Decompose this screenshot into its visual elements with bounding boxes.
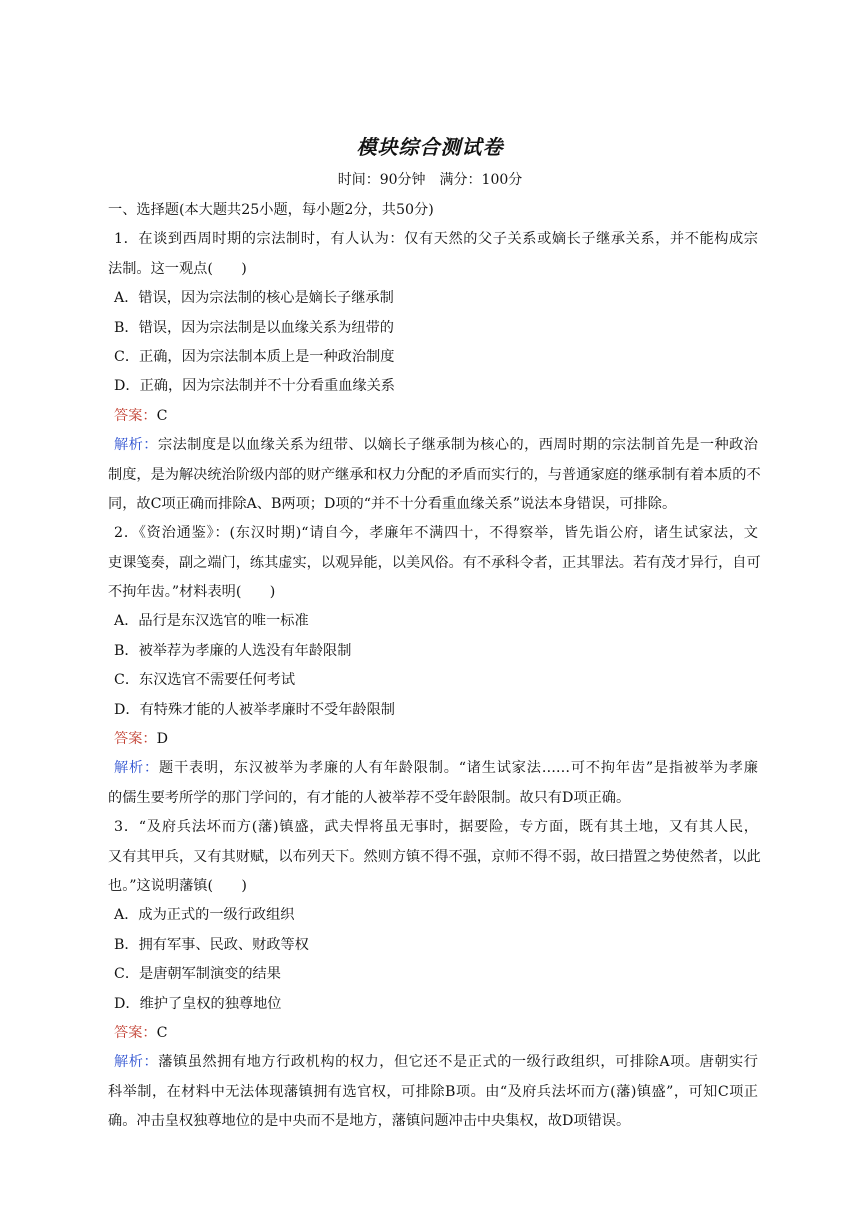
option-c: C．东汉选官不需要任何考试 xyxy=(114,672,296,689)
answer-label: 答案： xyxy=(114,407,157,424)
analysis-line: 确。冲击皇权独尊地位的是中央而不是地方，藩镇问题冲击中央集权，故D项错误。 xyxy=(108,1113,631,1130)
option-a: A．错误，因为宗法制的核心是嫡长子继承制 xyxy=(114,290,394,307)
answer xyxy=(108,402,758,431)
answer-value: C xyxy=(156,407,168,424)
analysis-line: 科举制，在材料中无法体现藩镇拥有选官权，可排除B项。由“及府兵法坏而方(藩)镇盛”，可知C项正 xyxy=(108,1083,758,1100)
question-stem-line: 吏课笺奏，副之端门，练其虚实，以观异能，以美风俗。有不承科令者，正其罪法。若有茂才异行，自可 xyxy=(108,554,761,571)
option-d: D．维护了皇权的独尊地位 xyxy=(114,995,282,1012)
option-b: B．被举荐为孝廉的人选没有年龄限制 xyxy=(114,642,352,659)
analysis-text: 藩镇虽然拥有地方行政机构的权力，但它还不是正式的一级行政组织，可排除A项。唐朝实行 xyxy=(158,1054,758,1071)
analysis-line: 制度，是为解决统治阶级内部的财产继承和权力分配的矛盾而实行的，与普通家庭的继承制有着本质的不 xyxy=(108,466,761,483)
option-c: C．正确，因为宗法制本质上是一种政治制度 xyxy=(114,348,395,365)
answer-label: 答案： xyxy=(114,731,157,748)
analysis xyxy=(108,754,758,783)
answer xyxy=(108,1019,758,1048)
analysis-line: 的儒生要考所学的那门学问的，有才能的人被举荐不受年龄限制。故只有D项正确。 xyxy=(108,789,631,806)
analysis-label: 解析： xyxy=(114,760,159,777)
analysis-text: 题干表明，东汉被举为孝廉的人有年龄限制。“诸生试家法……可不拘年齿”是指被举为孝廉 xyxy=(158,760,758,777)
answer-value: C xyxy=(156,1024,168,1041)
section-heading: 一、选择题(本大题共25小题，每小题2分，共50分) xyxy=(108,202,434,218)
analysis-text: 宗法制度是以血缘关系为纽带、以嫡长子继承制为核心的，西周时期的宗法制首先是一种政治 xyxy=(157,437,758,454)
analysis-label: 解析： xyxy=(114,437,158,454)
option-b: B．拥有军事、民政、财政等权 xyxy=(114,936,309,953)
question-stem-line: 也。”这说明藩镇( ) xyxy=(108,877,247,894)
question-3 xyxy=(108,813,761,1136)
answer-value: D xyxy=(156,731,168,748)
document-body xyxy=(108,196,761,1137)
answer-label: 答案： xyxy=(114,1024,157,1041)
analysis-line: 同，故C项正确而排除A、B两项；D项的“并不十分看重血缘关系”说法本身错误，可排除。 xyxy=(108,495,677,512)
question-stem-line: 3．“及府兵法坏而方(藩)镇盛，武夫悍将虽无事时，据要险，专方面，既有其土地，又有其人民， xyxy=(114,819,758,836)
option-a: A．成为正式的一级行政组织 xyxy=(114,907,295,924)
answer xyxy=(108,725,758,754)
question-stem-line: 不拘年齿。”材料表明( ) xyxy=(108,584,276,601)
question-stem-line: 2．《资治通鉴》：(东汉时期)“请自今，孝廉年不满四十，不得察举，皆先诣公府，诸生试家法，文 xyxy=(114,525,758,542)
page-title: 模块综合测试卷 xyxy=(356,135,504,159)
option-d: D．有特殊才能的人被举孝廉时不受年龄限制 xyxy=(114,701,395,718)
analysis xyxy=(108,431,758,460)
option-d: D．正确，因为宗法制并不十分看重血缘关系 xyxy=(114,378,395,395)
question-1 xyxy=(108,225,761,519)
option-b: B．错误，因为宗法制是以血缘关系为纽带的 xyxy=(114,319,394,336)
question-stem-line: 1．在谈到西周时期的宗法制时，有人认为：仅有天然的父子关系或嫡长子继承关系，并不能构成宗 xyxy=(114,231,758,248)
question-stem-line: 又有其甲兵，又有其财赋，以布列天下。然则方镇不得不强，京师不得不弱，故曰措置之势使然者，以此 xyxy=(108,848,761,865)
question-stem-line: 法制。这一观点( ) xyxy=(108,260,247,277)
analysis-label: 解析： xyxy=(114,1054,159,1071)
option-a: A．品行是东汉选官的唯一标准 xyxy=(114,613,309,630)
option-c: C．是唐朝军制演变的结果 xyxy=(114,966,281,983)
analysis xyxy=(108,1048,758,1077)
question-2 xyxy=(108,519,761,813)
exam-meta: 时间：90分钟 满分：100分 xyxy=(337,172,523,188)
